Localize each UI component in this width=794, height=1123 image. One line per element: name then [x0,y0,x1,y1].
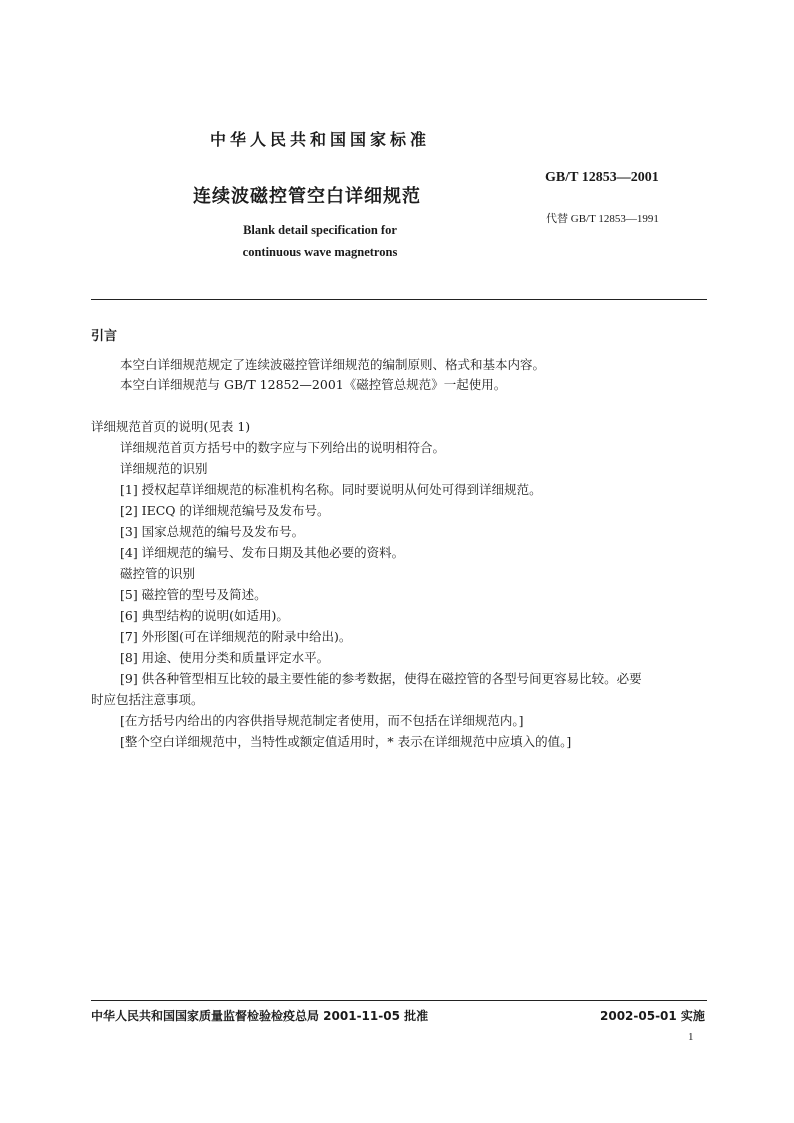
list-item: [1] 授权起草详细规范的标准机构名称。同时要说明从何处可得到详细规范。 [120,482,542,497]
list-item: [5] 磁控管的型号及简述。 [120,587,267,602]
document-title-english-line2: continuous wave magnetrons [242,245,398,259]
approval-statement: 中华人民共和国国家质量监督检验检疫总局 2001-11-05 批准 [91,1009,429,1023]
page-number: 1 [688,1031,694,1043]
list-item: [4] 详细规范的编号、发布日期及其他必要的资料。 [120,545,405,560]
replaces-standard: 代替 GB/T 12853—1991 [546,213,659,225]
effective-date: 2002-05-01 实施 [600,1009,705,1023]
section-heading-notes: 详细规范首页的说明(见表 1) [91,419,251,434]
list-item: [8] 用途、使用分类和质量评定水平。 [120,650,330,665]
list-item: [6] 典型结构的说明(如适用)。 [120,608,289,623]
notes-intro-line: 详细规范首页方括号中的数字应与下列给出的说明相符合。 [120,440,446,455]
section-heading-introduction: 引言 [91,329,118,344]
intro-paragraph-1: 本空白详细规范规定了连续波磁控管详细规范的编制原则、格式和基本内容。 [120,357,546,372]
list-item: [2] IECQ 的详细规范编号及发布号。 [120,503,330,518]
issuing-body: 中华人民共和国国家标准 [209,130,430,149]
document-title-english-line1: Blank detail specification for [243,223,397,237]
standard-number: GB/T 12853—2001 [545,170,659,185]
footer-divider [91,1000,707,1001]
subheading-magnetron-identification: 磁控管的识别 [120,566,196,581]
bracket-note-1: [在方括号内给出的内容供指导规范制定者使用，而不包括在详细规范内。] [120,713,524,728]
bracket-note-2: [整个空白详细规范中，当特性或额定值适用时，* 表示在详细规范中应填入的值。] [120,734,572,749]
header-divider [91,299,707,300]
list-item-9-line1: [9] 供各种管型相互比较的最主要性能的参考数据，使得在磁控管的各型号间更容易比较。必要 [120,671,642,686]
list-item-9-line2: 时应包括注意事项。 [91,692,204,707]
list-item: [3] 国家总规范的编号及发布号。 [120,524,305,539]
intro-paragraph-2: 本空白详细规范与 GB/T 12852—2001《磁控管总规范》一起使用。 [120,377,507,392]
list-item: [7] 外形图(可在详细规范的附录中给出)。 [120,629,352,644]
document-title-chinese: 连续波磁控管空白详细规范 [193,186,421,207]
subheading-spec-identification: 详细规范的识别 [120,461,208,476]
